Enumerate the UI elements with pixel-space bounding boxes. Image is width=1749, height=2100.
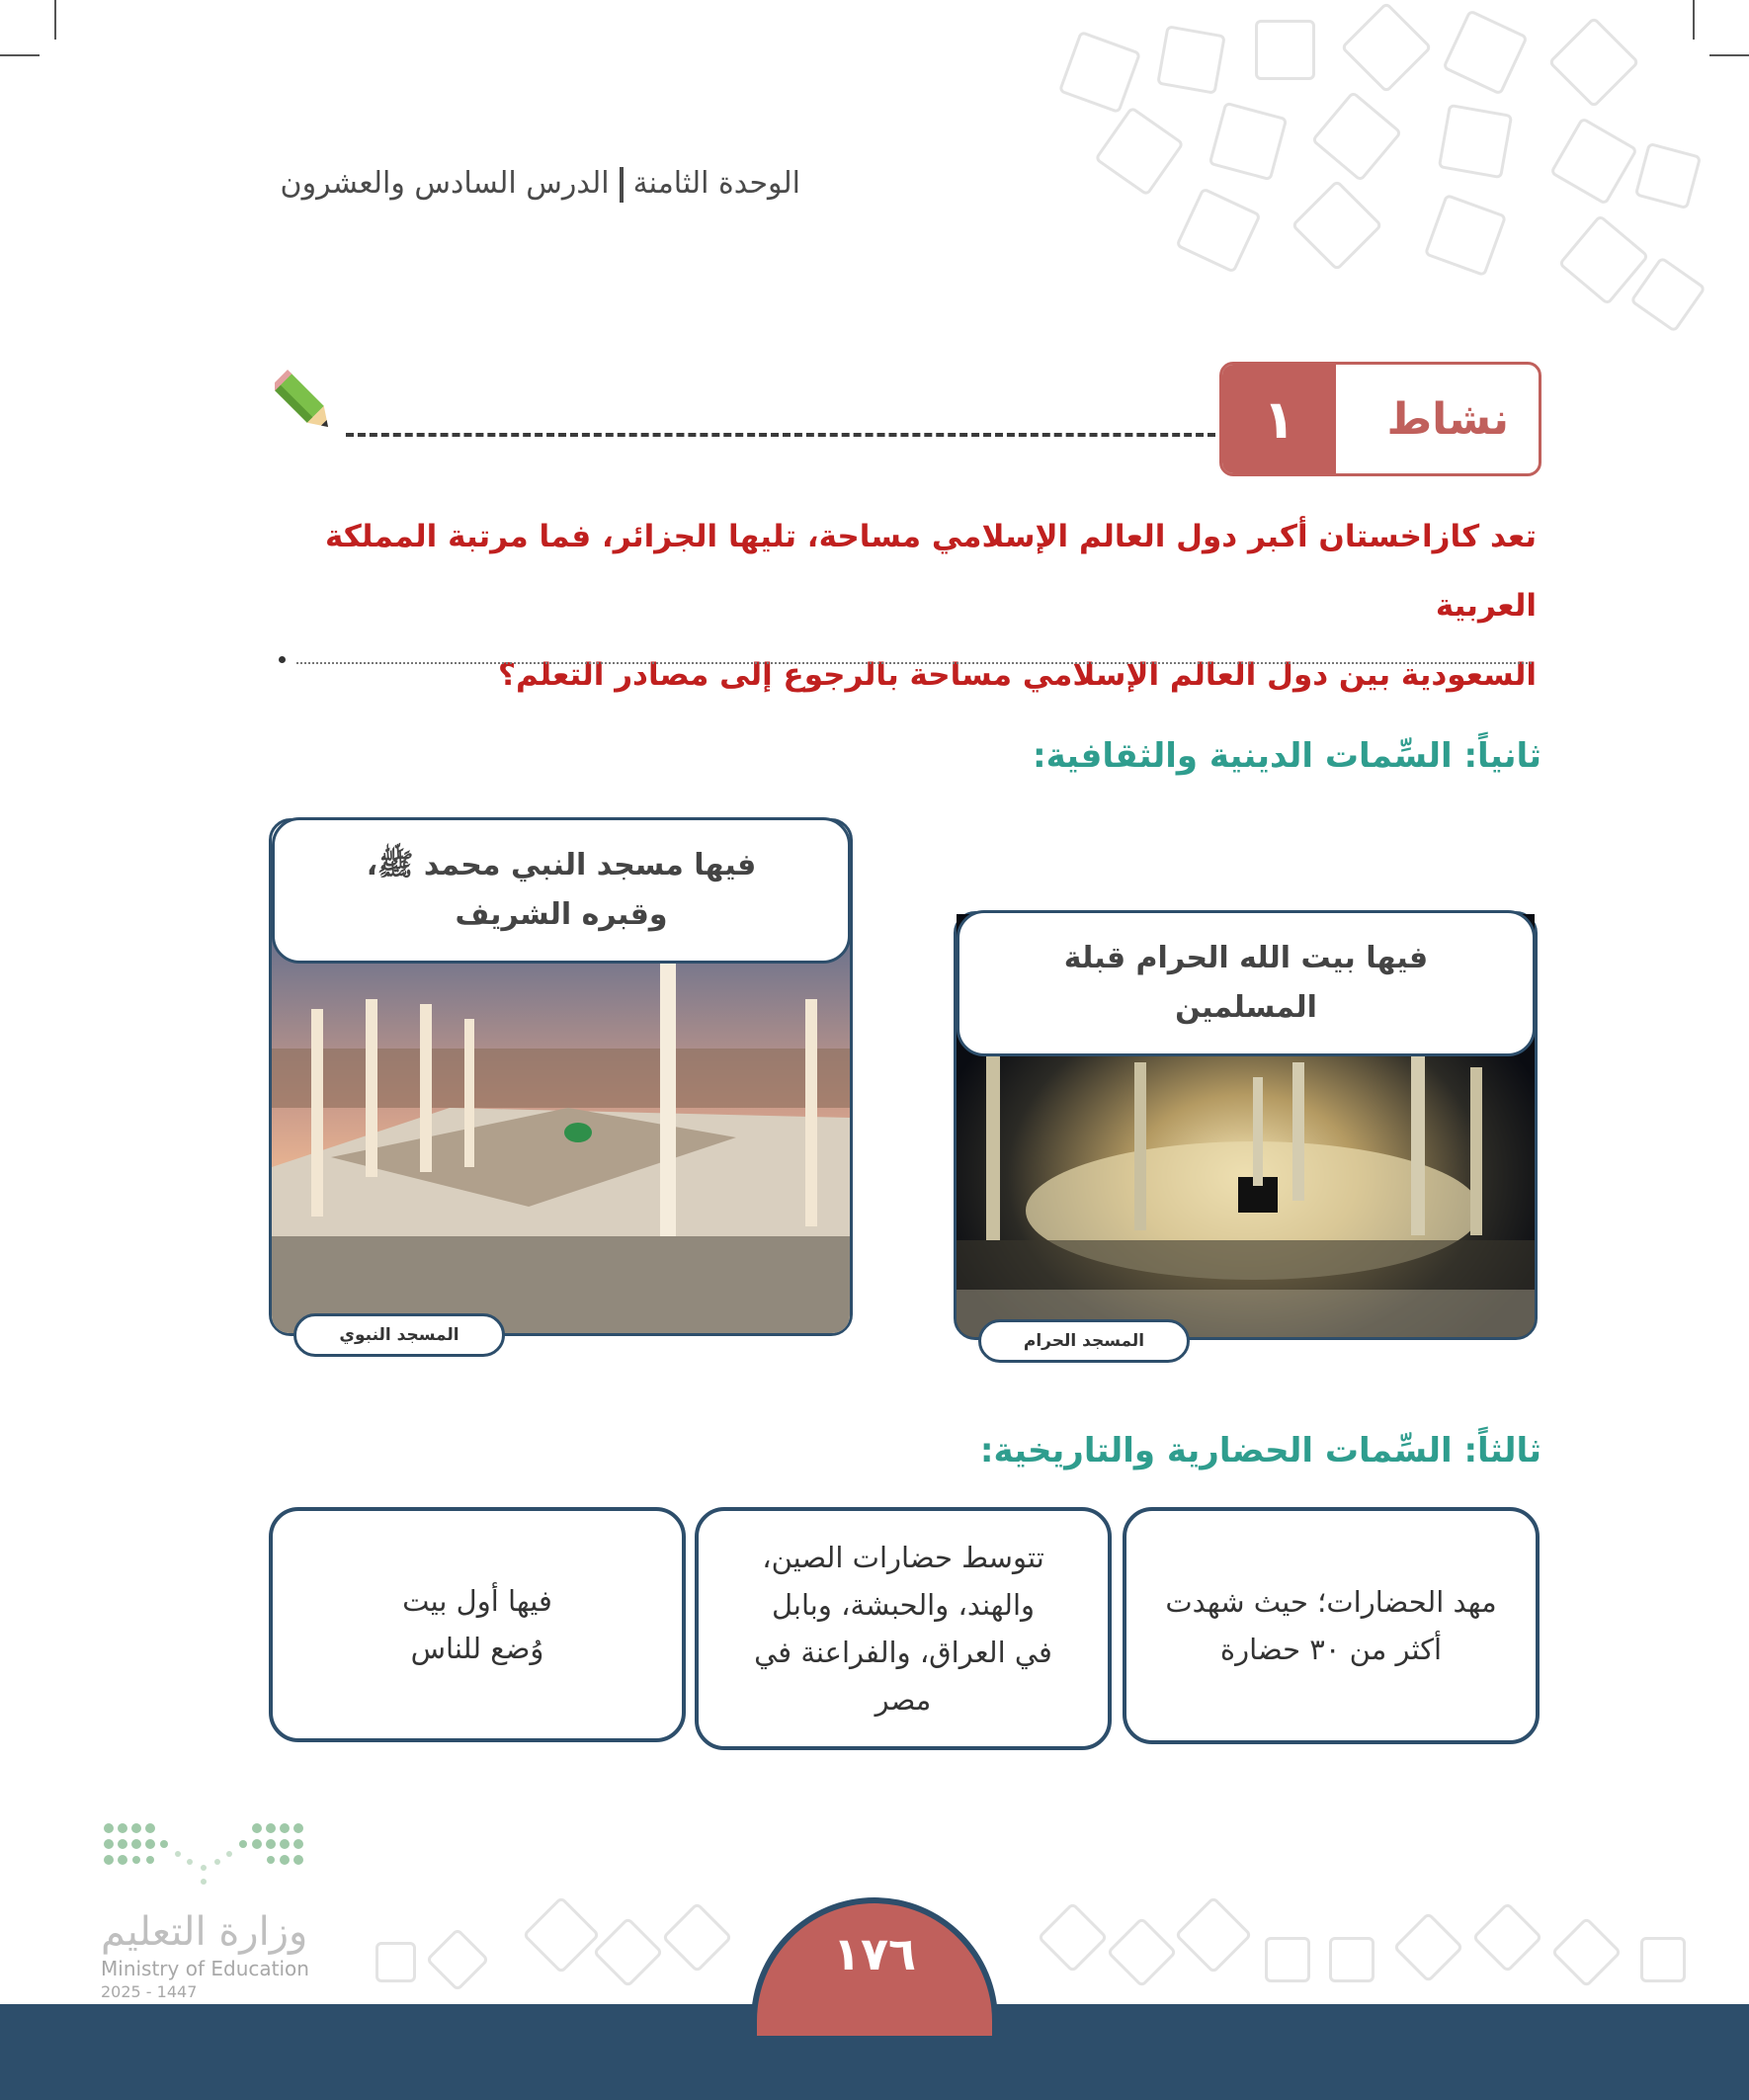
answer-line[interactable] <box>296 662 1532 664</box>
fact-line: تتوسط حضارات الصين، <box>762 1541 1044 1574</box>
caption-nabawi: المسجد النبوي <box>293 1313 505 1357</box>
card-label-haram <box>957 910 1536 1056</box>
ministry-year: 2025 - 1447 <box>101 1982 198 2001</box>
pencil-icon <box>275 368 334 439</box>
answer-dot <box>279 656 286 663</box>
card-label-line: فيها بيت الله الحرام قبلة <box>1063 941 1429 975</box>
fact-line: مهد الحضارات؛ حيث شهدت <box>1165 1585 1497 1619</box>
card-label-nabawi <box>272 817 851 964</box>
activity-badge <box>1219 362 1541 476</box>
header-unit: الوحدة الثامنة <box>632 166 800 201</box>
crop-mark <box>54 0 56 40</box>
image-card-nabawi <box>269 818 853 1345</box>
fact-line: مصر <box>874 1683 932 1717</box>
card-label-line: المسلمين <box>1175 990 1317 1025</box>
activity-question <box>252 502 1537 710</box>
card-label-line: وقبره الشريف <box>455 897 668 932</box>
page-header <box>281 166 800 203</box>
fact-line: وُضع للناس <box>410 1632 544 1665</box>
fact-line: والهند، والحبشة، وبابل <box>771 1588 1036 1622</box>
section-title-religious: ثانياً: السِّمات الدينية والثقافية: <box>1032 736 1541 776</box>
header-separator <box>620 167 624 203</box>
question-line: تعد كازاخستان أكبر دول العالم الإسلامي مساحة، تليها الجزائر، فما مرتبة المملكة العربية <box>324 519 1537 624</box>
nabawi-photo <box>272 910 850 1333</box>
header-lesson: الدرس السادس والعشرون <box>280 166 610 201</box>
fact-line: أكثر من ٣٠ حضارة <box>1219 1633 1443 1666</box>
ministry-name-english: Ministry of Education <box>101 1957 309 1980</box>
ministry-logo-icon <box>99 1818 316 1897</box>
card-label-line: فيها مسجد النبي محمد ﷺ، <box>366 848 757 882</box>
fact-box-location <box>695 1507 1112 1750</box>
section-title-historical: ثالثاً: السِّمات الحضارية والتاريخية: <box>979 1431 1541 1470</box>
fact-box-civilizations <box>1123 1507 1540 1744</box>
crop-mark <box>1693 0 1695 40</box>
fact-line: فيها أول بيت <box>402 1584 552 1618</box>
fact-line: في العراق، والفراعنة في <box>754 1636 1052 1669</box>
question-line: السعودية بين دول العالم الإسلامي مساحة بالرجوع إلى مصادر التعلم؟ <box>498 657 1537 693</box>
activity-label: نشاط <box>1386 393 1509 445</box>
activity-dashed-line <box>346 433 1215 437</box>
activity-number: ١ <box>1222 365 1336 473</box>
image-card-haram <box>954 911 1538 1351</box>
caption-haram: المسجد الحرام <box>978 1319 1190 1363</box>
page-number: ١٧٦ <box>751 1897 998 2036</box>
fact-box-first-house <box>269 1507 686 1742</box>
crop-mark <box>1709 54 1749 56</box>
crop-mark <box>0 54 40 56</box>
ministry-name-arabic: وزارة التعليم <box>101 1909 308 1955</box>
